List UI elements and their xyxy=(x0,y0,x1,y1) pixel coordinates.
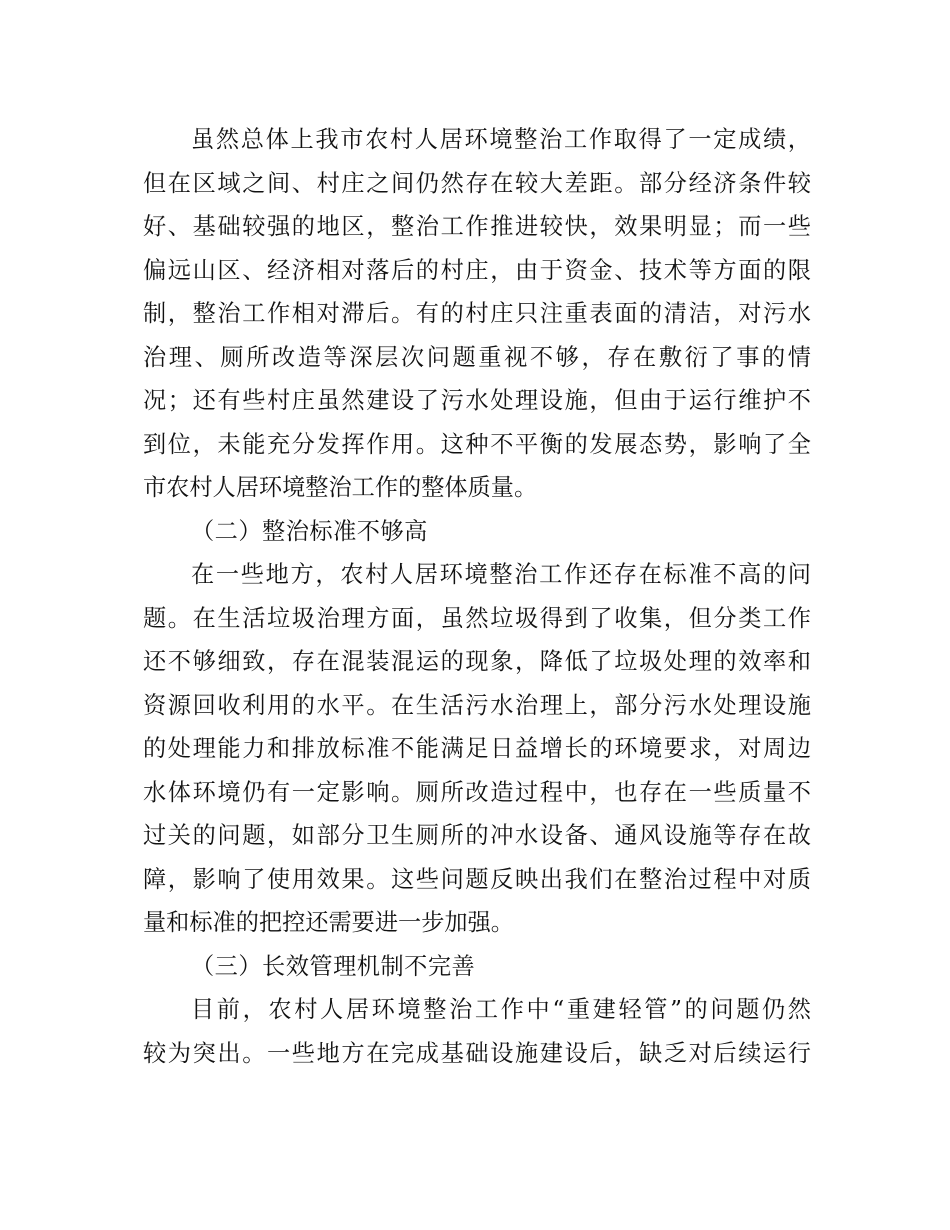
text-line: 好、基础较强的地区，整治工作推进较快，效果明显；而一些 xyxy=(143,213,811,240)
text-line: 在一些地方，农村人居环境整治工作还存在标准不高的问 xyxy=(191,561,811,588)
text-line: 量和标准的把控还需要进一步加强。 xyxy=(143,909,514,936)
text-line: 制，整治工作相对滞后。有的村庄只注重表面的清洁，对污水 xyxy=(143,300,811,327)
text-line: 但在区域之间、村庄之间仍然存在较大差距。部分经济条件较 xyxy=(143,169,811,197)
text-line: 题。在生活垃圾治理方面，虽然垃圾得到了收集，但分类工作 xyxy=(143,604,811,632)
section-heading-management: （三）长效管理机制不完善 xyxy=(191,952,476,980)
paragraph-standards xyxy=(143,553,811,945)
text-line: 资源回收利用的水平。在生活污水治理上，部分污水处理设施 xyxy=(143,691,811,719)
text-line: 还不够细致，存在混装混运的现象，降低了垃圾处理的效率和 xyxy=(143,648,811,675)
text-line: 的处理能力和排放标准不能满足日益增长的环境要求，对周边 xyxy=(143,735,811,762)
text-line: 偏远山区、经济相对落后的村庄，由于资金、技术等方面的限 xyxy=(143,256,811,284)
text-line: 况；还有些村庄虽然建设了污水处理设施，但由于运行维护不 xyxy=(143,387,811,414)
text-line: 障，影响了使用效果。这些问题反映出我们在整治过程中对质 xyxy=(143,865,811,893)
document-body xyxy=(143,118,811,1075)
text-line: 治理、厕所改造等深层次问题重视不够，存在敷衍了事的情 xyxy=(143,343,811,371)
paragraph-regional-disparity xyxy=(143,118,811,510)
text-line: 市农村人居环境整治工作的整体质量。 xyxy=(143,474,538,501)
text-line: 虽然总体上我市农村人居环境整治工作取得了一定成绩， xyxy=(191,126,811,153)
text-line: 过关的问题，如部分卫生厕所的冲水设备、通风设施等存在故 xyxy=(143,822,811,849)
section-heading-standards: （二）整治标准不够高 xyxy=(191,517,428,545)
text-line: 到位，未能充分发挥作用。这种不平衡的发展态势，影响了全 xyxy=(143,430,811,458)
text-line: 水体环境仍有一定影响。厕所改造过程中，也存在一些质量不 xyxy=(143,778,811,806)
text-line: 较为突出。一些地方在完成基础设施建设后，缺乏对后续运行 xyxy=(143,1039,811,1067)
text-line: 目前，农村人居环境整治工作中“重建轻管”的问题仍然 xyxy=(191,996,811,1023)
paragraph-management xyxy=(143,988,811,1075)
